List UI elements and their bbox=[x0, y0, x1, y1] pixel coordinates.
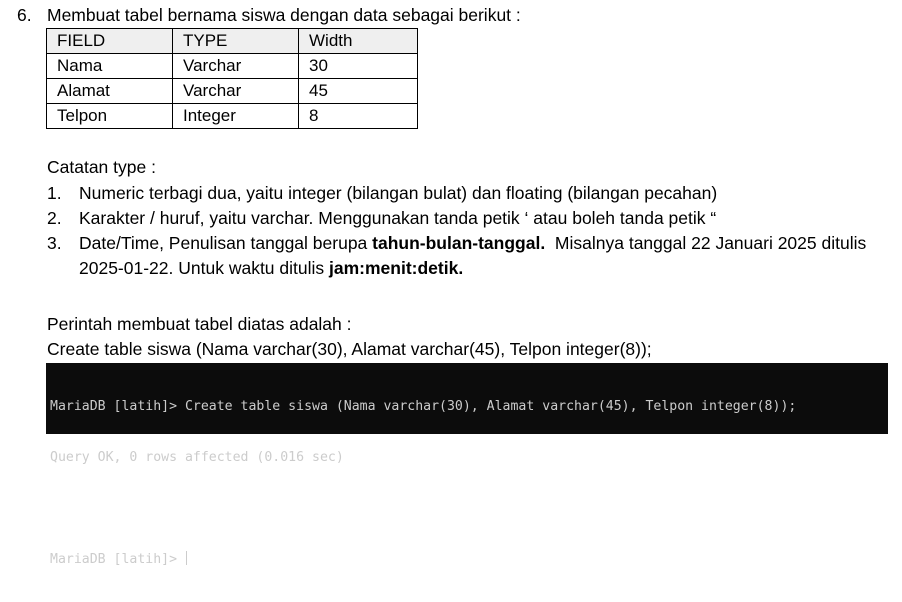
terminal-line: MariaDB [latih]> Create table siswa (Nama varchar(30), Alamat varchar(45), Telpon integer(8)); bbox=[50, 399, 797, 414]
cell-field: Telpon bbox=[47, 104, 173, 129]
terminal-window[interactable] bbox=[46, 363, 888, 567]
item-heading: Membuat tabel bernama siswa dengan data sebagai berikut : bbox=[47, 5, 521, 25]
time-format-bold: jam:menit:detik. bbox=[329, 258, 464, 278]
fields-table bbox=[46, 28, 418, 129]
cell-field: Nama bbox=[47, 54, 173, 79]
cell-field: Alamat bbox=[47, 79, 173, 104]
sql-statement: Create table siswa (Nama varchar(30), Alamat varchar(45), Telpon integer(8)); bbox=[47, 339, 652, 359]
cell-width: 30 bbox=[299, 54, 418, 79]
list-text: Karakter / huruf, yaitu varchar. Menggunakan tanda petik ‘ atau boleh tanda petik “ bbox=[79, 208, 717, 228]
list-item bbox=[47, 181, 867, 206]
list-text: Date/Time, Penulisan tanggal berupa bbox=[79, 233, 373, 253]
item-number: 6. bbox=[17, 5, 32, 25]
header-width: Width bbox=[299, 29, 418, 54]
command-intro: Perintah membuat tabel diatas adalah : bbox=[47, 314, 352, 334]
cell-type: Varchar bbox=[173, 79, 299, 104]
header-field: FIELD bbox=[47, 29, 173, 54]
cell-width: 45 bbox=[299, 79, 418, 104]
list-text: Numeric terbagi dua, yaitu integer (bilangan bulat) dan floating (bilangan pecahan) bbox=[79, 183, 718, 203]
terminal-line: Query OK, 0 rows affected (0.016 sec) bbox=[50, 450, 344, 465]
cell-type: Varchar bbox=[173, 54, 299, 79]
notes-list bbox=[47, 181, 872, 281]
table-row bbox=[47, 79, 418, 104]
notes-title: Catatan type : bbox=[47, 157, 156, 177]
list-text-cont: Misalnya tanggal 22 Januari 2025 ditulis 2025-01-22. Untuk waktu ditulis bbox=[79, 233, 872, 278]
list-number: 2. bbox=[47, 208, 62, 228]
list-number: 1. bbox=[47, 183, 62, 203]
cell-width: 8 bbox=[299, 104, 418, 129]
terminal-prompt-line[interactable] bbox=[50, 551, 888, 568]
cell-type: Integer bbox=[173, 104, 299, 129]
list-number: 3. bbox=[47, 233, 62, 253]
terminal-prompt: MariaDB [latih]> bbox=[50, 552, 185, 567]
table-row bbox=[47, 104, 418, 129]
text-cursor bbox=[186, 551, 187, 565]
list-item bbox=[47, 231, 872, 281]
date-format-bold: tahun-bulan-tanggal. bbox=[372, 233, 546, 253]
table-row bbox=[47, 54, 418, 79]
header-type: TYPE bbox=[173, 29, 299, 54]
table-header-row bbox=[47, 29, 418, 54]
list-item bbox=[47, 206, 867, 231]
terminal-line bbox=[50, 500, 888, 517]
